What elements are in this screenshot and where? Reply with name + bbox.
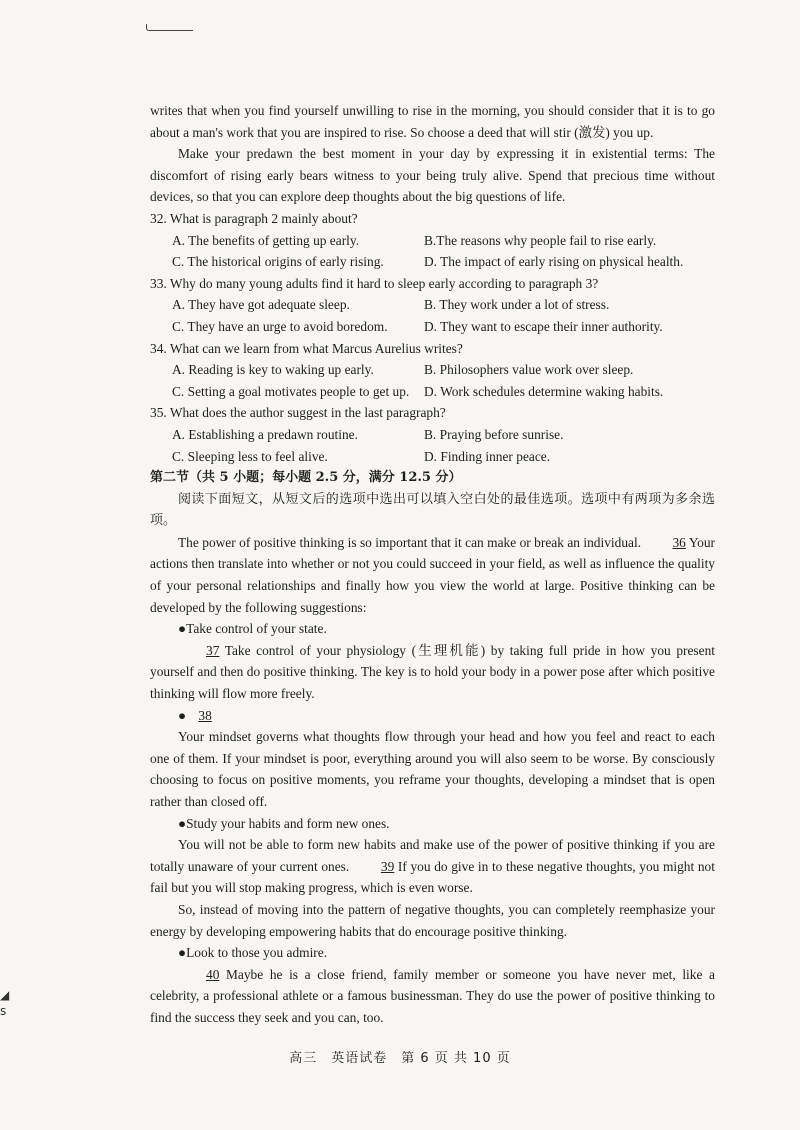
cloze-paragraph-3: Your mindset governs what thoughts flow through your head and how you feel and react to each one of them. If your mindset is poor, everything around you will also seem to be worse. By consciously choosing to focus on positive moments, you reframe your thoughts, developing a mindset that is open rather than closed off. (150, 729, 715, 809)
bullet-dot: ● (178, 707, 187, 723)
question-options (150, 230, 715, 273)
blank-39: 39 (380, 858, 395, 874)
option-c: C. They have an urge to avoid boredom. (172, 318, 388, 334)
blank-37: 37 (206, 642, 220, 658)
question-options (150, 359, 715, 402)
option-b: B. Praying before sunrise. (424, 426, 564, 442)
paragraph-text-continued: If you do give in to these negative thoughts, you might not fail but you will stop making progress, which is even worse. (150, 858, 715, 896)
option-a: A. They have got adequate sleep. (172, 297, 350, 313)
bullet-heading-2 (150, 705, 715, 727)
option-c: C. Setting a goal motivates people to get up. (172, 383, 410, 399)
option-b: B. Philosophers value work over sleep. (424, 362, 634, 378)
question-32 (150, 208, 715, 273)
paragraph-text: The power of positive thinking is so important that it can make or break an individual. (178, 534, 642, 550)
option-a: A. The benefits of getting up early. (172, 232, 360, 248)
page-content (150, 100, 715, 1029)
paragraph-text: Take control of your physiology (生理机能) by taking full pride in how you present yourself and then do positive thinking. The key is to hold your body in a power pose after which positive thinking will flow more freely. (150, 642, 715, 702)
bullet-heading-1: ●Take control of your state. (178, 621, 327, 637)
option-d: D. Work schedules determine waking habits. (424, 383, 664, 399)
bullet-heading-4: ●Look to those you admire. (178, 945, 328, 961)
corner-mark (146, 24, 193, 31)
cloze-paragraph-1 (150, 532, 715, 618)
question-stem: 35. What does the author suggest in the last paragraph? (150, 405, 446, 421)
option-d: D. The impact of early rising on physical health. (424, 254, 684, 270)
question-33 (150, 273, 715, 338)
question-stem: 32. What is paragraph 2 mainly about? (150, 210, 358, 226)
option-b: B. They work under a lot of stress. (424, 297, 610, 313)
option-a: A. Establishing a predawn routine. (172, 426, 358, 442)
question-options (150, 294, 715, 337)
question-34 (150, 338, 715, 403)
margin-mark: ◢ (0, 988, 10, 1002)
section-instruction: 阅读下面短文，从短文后的选项中选出可以填入空白处的最佳选项。选项中有两项为多余选项。 (150, 491, 715, 529)
question-stem: 33. Why do many young adults find it hard to sleep early according to paragraph 3? (150, 275, 599, 291)
option-c: C. The historical origins of early rising. (172, 254, 384, 270)
cloze-paragraph-2 (150, 640, 715, 705)
paragraph-text-continued: Your actions then translate into whether or not you could succeed in your field, as well as influence the quality of your personal relationships and finally how you view the world at large. Positive thinking can be developed by the following suggestions: (150, 534, 715, 615)
paragraph-text: You will not be able to form new habits and make use of the power of positive thinking if you are totally unaware of your current ones. (150, 837, 715, 874)
cloze-paragraph-4 (150, 834, 715, 899)
blank-36: 36 (672, 534, 686, 550)
option-a: A. Reading is key to waking up early. (172, 362, 374, 378)
section-title: 第二节（共 5 小题；每小题 2.5 分，满分 12.5 分） (150, 470, 462, 486)
question-stem: 34. What can we learn from what Marcus Aurelius writes? (150, 340, 463, 356)
passage-end-paragraph-1: writes that when you find yourself unwilling to rise in the morning, you should consider that it is to go about a man's work that you are inspired to rise. So choose a deed that will stir (激发) you up. (150, 103, 715, 140)
option-d: D. They want to escape their inner authority. (424, 318, 663, 334)
paragraph-text: Maybe he is a close friend, family member or someone you have never met, like a celebrity, a professional athlete or a famous businessman. They do use the power of positive thinking to find the success they seek and you can, too. (150, 966, 715, 1025)
passage-end-paragraph-2: Make your predawn the best moment in your day by expressing it in existential terms: The discomfort of rising early bears witness to your being truly alive. Spend that precious time without devices, so that you can explore deep thoughts about the big questions of life. (150, 146, 715, 205)
question-35 (150, 402, 715, 467)
option-d: D. Finding inner peace. (424, 448, 551, 464)
blank-38: 38 (198, 707, 212, 723)
page-footer: 高三 英语试卷 第 6 页 共 10 页 (289, 1051, 511, 1066)
cloze-paragraph-5: So, instead of moving into the pattern of negative thoughts, you can completely reemphasize your energy by developing empowering habits that do encourage positive thinking. (150, 901, 715, 939)
option-c: C. Sleeping less to feel alive. (172, 448, 328, 464)
question-options (150, 424, 715, 467)
bullet-heading-3: ●Study your habits and form new ones. (178, 815, 390, 831)
cloze-paragraph-6 (150, 964, 715, 1029)
blank-40: 40 (206, 966, 220, 982)
margin-mark: s (0, 1004, 7, 1018)
option-b: B.The reasons why people fail to rise early. (424, 232, 657, 248)
